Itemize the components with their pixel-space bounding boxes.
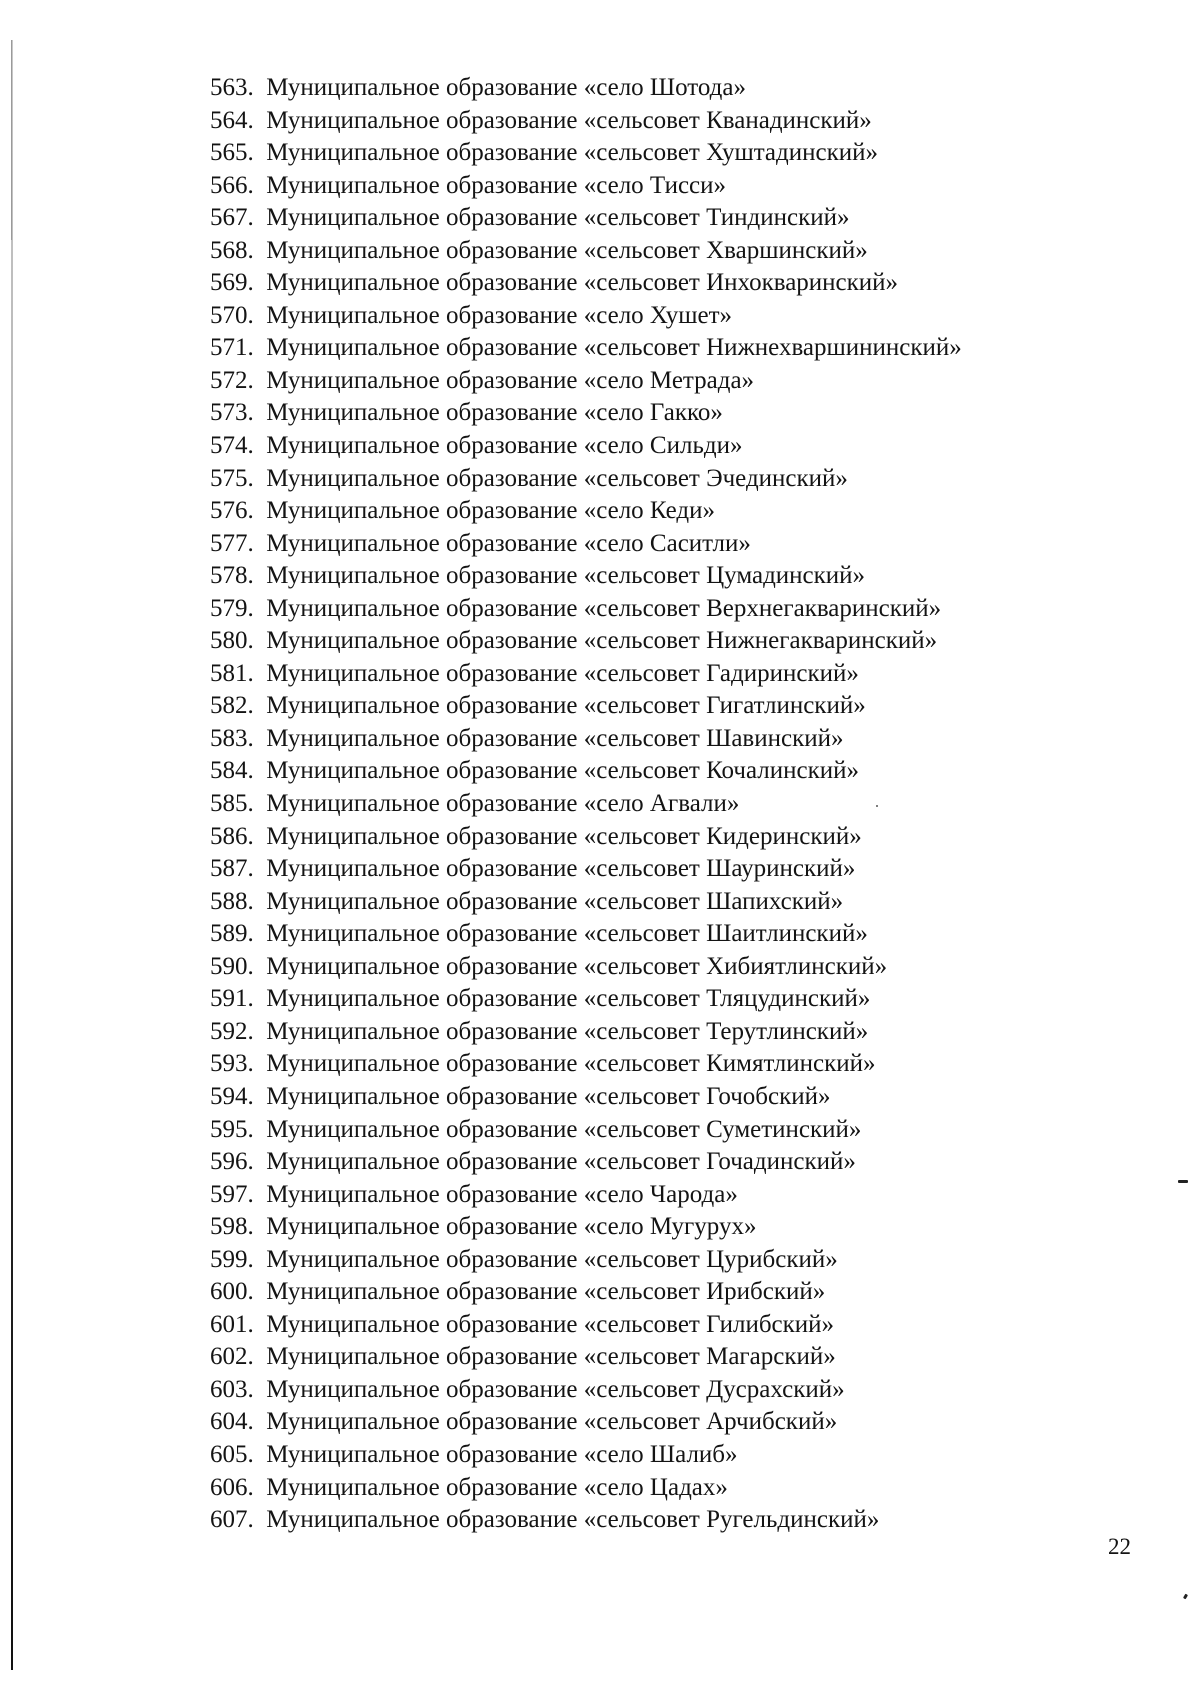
list-item-text: Муниципальное образование «сельсовет Нижнехваршининский» [266, 334, 962, 362]
list-item [210, 951, 962, 984]
list-item-text: Муниципальное образование «село Сильди» [266, 432, 743, 460]
list-item [210, 463, 962, 496]
list-item [210, 1048, 962, 1081]
list-item-number: 579. [210, 594, 254, 622]
list-item-text: Муниципальное образование «село Тисси» [266, 171, 727, 199]
list-item-text: Муниципальное образование «сельсовет Цурибский» [266, 1245, 838, 1273]
list-item [210, 625, 962, 658]
list-item-text: Муниципальное образование «сельсовет Ирибский» [266, 1278, 826, 1306]
list-item-number: 588. [210, 887, 254, 915]
list-item [210, 332, 962, 365]
list-item-text: Муниципальное образование «сельсовет Тляцудинский» [266, 985, 871, 1013]
list-item [210, 1114, 962, 1147]
list-item [210, 1146, 962, 1179]
list-item [210, 1244, 962, 1277]
list-item-text: Муниципальное образование «сельсовет Гигатлинский» [266, 692, 866, 720]
list-item-text: Муниципальное образование «сельсовет Кочалинский» [266, 757, 859, 785]
list-item-number: 578. [210, 562, 254, 590]
list-item-text: Муниципальное образование «село Гакко» [266, 399, 723, 427]
list-item-number: 586. [210, 822, 254, 850]
list-item-number: 593. [210, 1050, 254, 1078]
list-item-text: Муниципальное образование «сельсовет Эчединский» [266, 464, 848, 492]
list-item [210, 105, 962, 138]
list-item-number: 573. [210, 399, 254, 427]
list-item-number: 585. [210, 790, 254, 818]
list-item-text: Муниципальное образование «сельсовет Шапихский» [266, 887, 844, 915]
municipality-list [210, 72, 962, 1537]
list-item [210, 755, 962, 788]
list-item-number: 569. [210, 269, 254, 297]
list-item [210, 690, 962, 723]
scan-binding-edge [11, 40, 13, 1670]
list-item [210, 1016, 962, 1049]
list-item-number: 568. [210, 236, 254, 264]
list-item-number: 584. [210, 757, 254, 785]
list-item [210, 267, 962, 300]
list-item-text: Муниципальное образование «село Цадах» [266, 1473, 728, 1501]
list-item [210, 1081, 962, 1114]
page-number: 22 [1108, 1534, 1131, 1559]
list-item-number: 580. [210, 627, 254, 655]
list-item [210, 300, 962, 333]
list-item-text: Муниципальное образование «сельсовет Гилибский» [266, 1310, 835, 1338]
list-item-text: Муниципальное образование «село Кеди» [266, 497, 716, 525]
list-item-number: 595. [210, 1115, 254, 1143]
list-item-text: Муниципальное образование «сельсовет Ругельдинский» [266, 1506, 880, 1534]
list-item [210, 1309, 962, 1342]
list-item-number: 599. [210, 1245, 254, 1273]
list-item-number: 600. [210, 1278, 254, 1306]
list-item-number: 575. [210, 464, 254, 492]
list-item [210, 170, 962, 203]
list-item [210, 365, 962, 398]
list-item-number: 597. [210, 1180, 254, 1208]
list-item-number: 572. [210, 366, 254, 394]
list-item [210, 528, 962, 561]
list-item-number: 607. [210, 1506, 254, 1534]
list-item-number: 592. [210, 1017, 254, 1045]
list-item [210, 658, 962, 691]
list-item-text: Муниципальное образование «сельсовет Гадиринский» [266, 659, 859, 687]
scan-speck [1183, 1594, 1188, 1600]
list-item-number: 576. [210, 497, 254, 525]
list-item [210, 1179, 962, 1212]
list-item [210, 1211, 962, 1244]
list-item-text: Муниципальное образование «село Шалиб» [266, 1440, 738, 1468]
list-item-number: 594. [210, 1082, 254, 1110]
list-item [210, 1504, 962, 1537]
list-item [210, 397, 962, 430]
list-item [210, 72, 962, 105]
list-item-text: Муниципальное образование «сельсовет Шавинский» [266, 724, 844, 752]
list-item-number: 598. [210, 1213, 254, 1241]
list-item-number: 567. [210, 204, 254, 232]
list-item-text: Муниципальное образование «сельсовет Шауринский» [266, 855, 856, 883]
list-item-text: Муниципальное образование «сельсовет Кимятлинский» [266, 1050, 876, 1078]
list-item [210, 593, 962, 626]
list-item-text: Муниципальное образование «сельсовет Суметинский» [266, 1115, 862, 1143]
list-item-number: 582. [210, 692, 254, 720]
list-item-number: 590. [210, 952, 254, 980]
list-item-number: 565. [210, 139, 254, 167]
list-item-number: 581. [210, 659, 254, 687]
list-item [210, 1276, 962, 1309]
list-item-number: 583. [210, 724, 254, 752]
list-item-number: 602. [210, 1343, 254, 1371]
list-item-number: 596. [210, 1148, 254, 1176]
list-item-number: 577. [210, 529, 254, 557]
list-item [210, 202, 962, 235]
list-item-number: 606. [210, 1473, 254, 1501]
list-item-number: 589. [210, 920, 254, 948]
list-item-text: Муниципальное образование «село Хушет» [266, 301, 733, 329]
list-item-text: Муниципальное образование «сельсовет Хибиятлинский» [266, 952, 888, 980]
list-item-text: Муниципальное образование «сельсовет Гочобский» [266, 1082, 831, 1110]
list-item [210, 853, 962, 886]
list-item [210, 821, 962, 854]
list-item-number: 604. [210, 1408, 254, 1436]
list-item-number: 603. [210, 1375, 254, 1403]
list-item-number: 564. [210, 106, 254, 134]
list-item-text: Муниципальное образование «сельсовет Тиндинский» [266, 204, 850, 232]
list-item-text: Муниципальное образование «село Мугурух» [266, 1213, 757, 1241]
list-item-number: 605. [210, 1440, 254, 1468]
list-item-number: 570. [210, 301, 254, 329]
list-item-text: Муниципальное образование «сельсовет Арчибский» [266, 1408, 838, 1436]
scan-binding-edge-top [11, 40, 12, 240]
list-item [210, 886, 962, 919]
list-item-text: Муниципальное образование «село Саситли» [266, 529, 751, 557]
list-item-number: 571. [210, 334, 254, 362]
list-item-text: Муниципальное образование «село Шотода» [266, 74, 746, 101]
list-item [210, 495, 962, 528]
list-item [210, 1374, 962, 1407]
list-item [210, 430, 962, 463]
list-item-text: Муниципальное образование «сельсовет Хуштадинский» [266, 139, 879, 167]
scan-speck [1178, 1180, 1188, 1183]
list-item [210, 137, 962, 170]
scan-speck [876, 805, 878, 807]
list-item-text: Муниципальное образование «сельсовет Кванадинский» [266, 106, 872, 134]
list-item-number: 591. [210, 985, 254, 1013]
list-item [210, 560, 962, 593]
list-item [210, 1406, 962, 1439]
list-item-number: 574. [210, 432, 254, 460]
list-item-text: Муниципальное образование «сельсовет Нижнегакваринский» [266, 627, 938, 655]
list-item-text: Муниципальное образование «сельсовет Магарский» [266, 1343, 836, 1371]
list-item [210, 1341, 962, 1374]
list-item [210, 983, 962, 1016]
list-item-text: Муниципальное образование «сельсовет Шаитлинский» [266, 920, 868, 948]
list-item [210, 1439, 962, 1472]
list-item-text: Муниципальное образование «село Метрада» [266, 366, 755, 394]
list-item-text: Муниципальное образование «сельсовет Терутлинский» [266, 1017, 869, 1045]
list-item [210, 723, 962, 756]
list-item [210, 788, 962, 821]
list-item-text: Муниципальное образование «сельсовет Дусрахский» [266, 1375, 845, 1403]
list-item-text: Муниципальное образование «село Чарода» [266, 1180, 738, 1208]
list-item-number: 563. [210, 74, 254, 101]
list-item-text: Муниципальное образование «сельсовет Верхнегакваринский» [266, 594, 942, 622]
list-item-number: 587. [210, 855, 254, 883]
list-item [210, 918, 962, 951]
list-item-text: Муниципальное образование «сельсовет Хваршинский» [266, 236, 868, 264]
list-item [210, 235, 962, 268]
list-item [210, 1472, 962, 1505]
list-item-text: Муниципальное образование «сельсовет Цумадинский» [266, 562, 866, 590]
list-item-text: Муниципальное образование «сельсовет Инхокваринский» [266, 269, 899, 297]
list-item-text: Муниципальное образование «сельсовет Гочадинский» [266, 1148, 856, 1176]
list-item-text: Муниципальное образование «село Агвали» [266, 790, 740, 818]
list-item-text: Муниципальное образование «сельсовет Кидеринский» [266, 822, 862, 850]
list-item-number: 601. [210, 1310, 254, 1338]
list-item-number: 566. [210, 171, 254, 199]
